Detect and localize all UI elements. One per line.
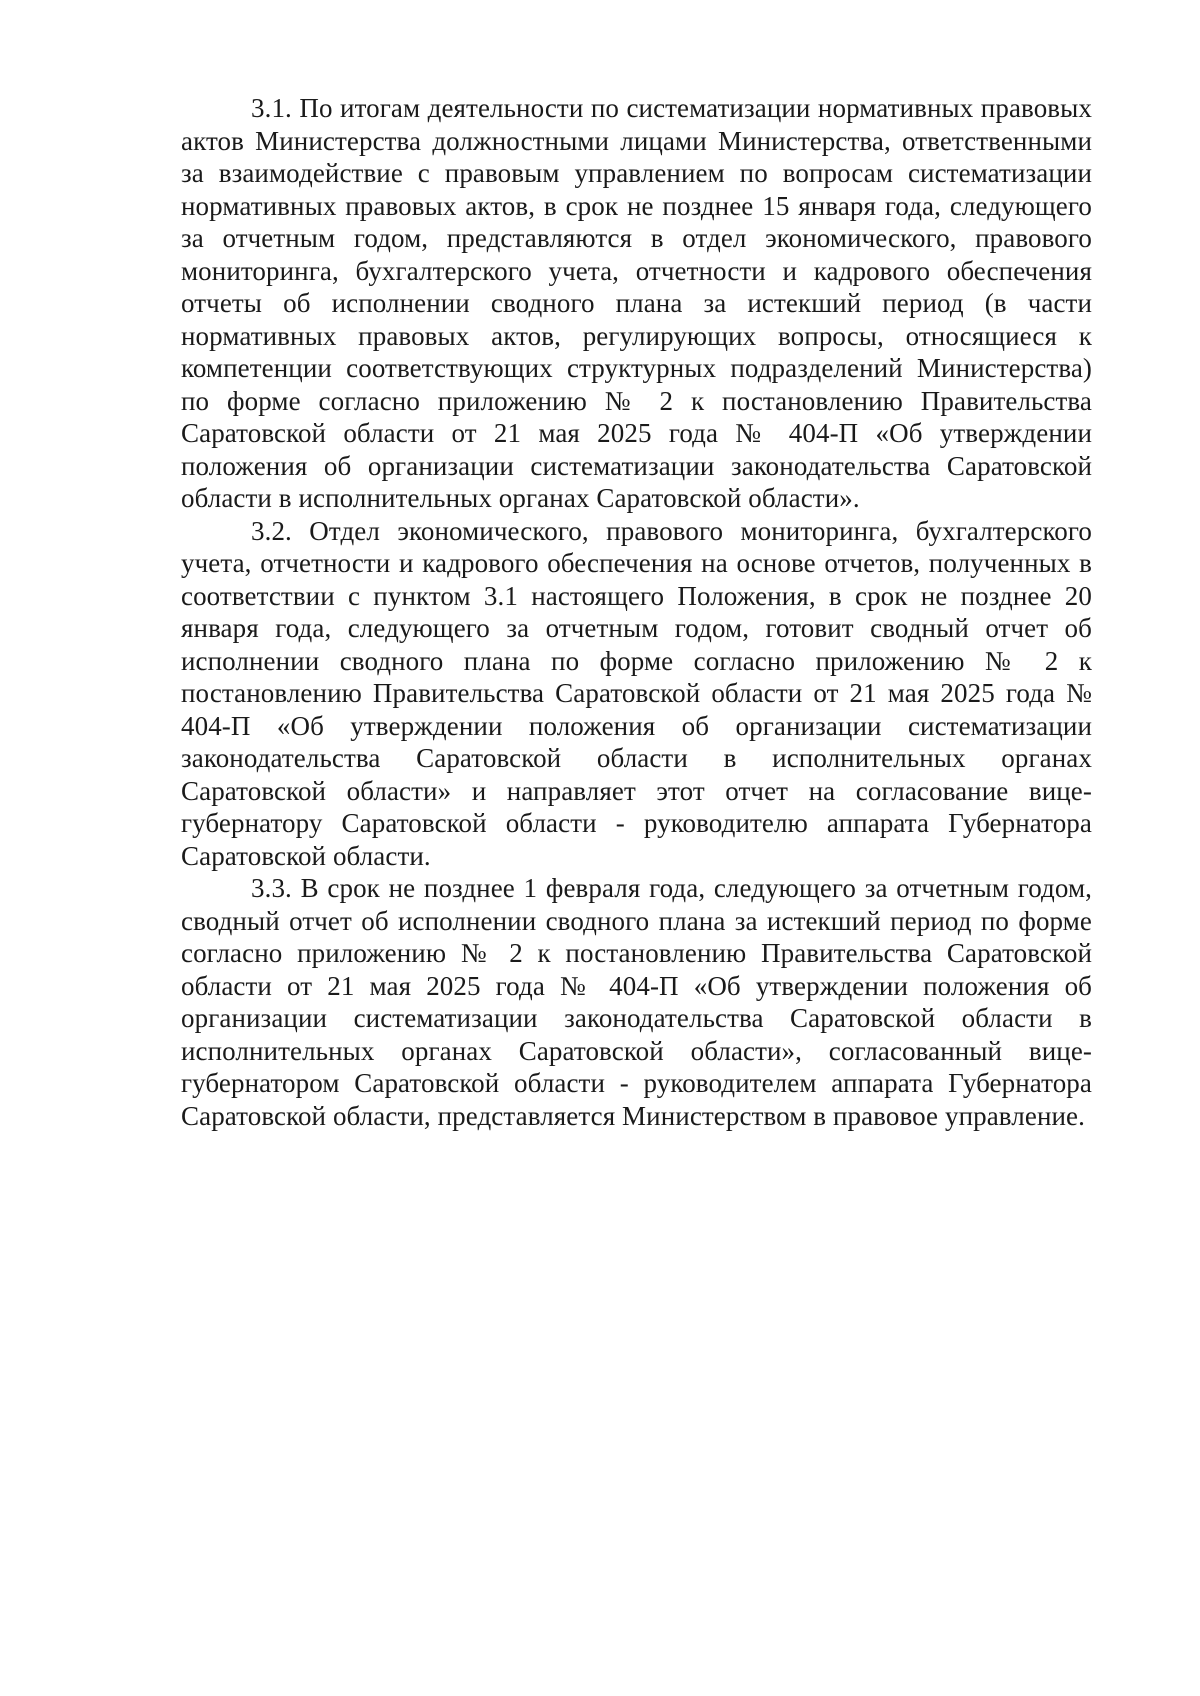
paragraph-3-2: 3.2. Отдел экономического, правового мониторинга, бухгалтерского учета, отчетности и кадрового обеспечения на основе отчетов, полученных в соответствии с пунктом 3.1 настоящего Положения, в срок не позднее 20 января года, следующего за отчетным годом, готовит сводный отчет об исполнении сводного плана по форме согласно приложению № 2 к постановлению Правительства Саратовской области от 21 мая 2025 года № 404-П «Об утверждении положения об организации систематизации законодательства Саратовской области в исполнительных органах Саратовской области» и направляет этот отчет на согласование вице-губернатору Саратовской области - руководителю аппарата Губернатора Саратовской области.: [181, 515, 1092, 871]
paragraph-3-3: 3.3. В срок не позднее 1 февраля года, следующего за отчетным годом, сводный отчет об исполнении сводного плана за истекший период по форме согласно приложению № 2 к постановлению Правительства Саратовской области от 21 мая 2025 года № 404-П «Об утверждении положения об организации систематизации законодательства Саратовской области в исполнительных органах Саратовской области», согласованный вице-губернатором Саратовской области - руководителем аппарата Губернатора Саратовской области, представляется Министерством в правовое управление.: [181, 873, 1092, 1131]
document-body: [181, 92, 1092, 1132]
paragraph-3-1: 3.1. По итогам деятельности по систематизации нормативных правовых актов Министерства должностными лицами Министерства, ответственными за взаимодействие с правовым управлением по вопросам систематизации нормативных правовых актов, в срок не позднее 15 января года, следующего за отчетным годом, представляются в отдел экономического, правового мониторинга, бухгалтерского учета, отчетности и кадрового обеспечения отчеты об исполнении сводного плана за истекший период (в части нормативных правовых актов, регулирующих вопросы, относящиеся к компетенции соответствующих структурных подразделений Министерства) по форме согласно приложению № 2 к постановлению Правительства Саратовской области от 21 мая 2025 года № 404-П «Об утверждении положения об организации систематизации законодательства Саратовской области в исполнительных органах Саратовской области».: [181, 93, 1092, 513]
